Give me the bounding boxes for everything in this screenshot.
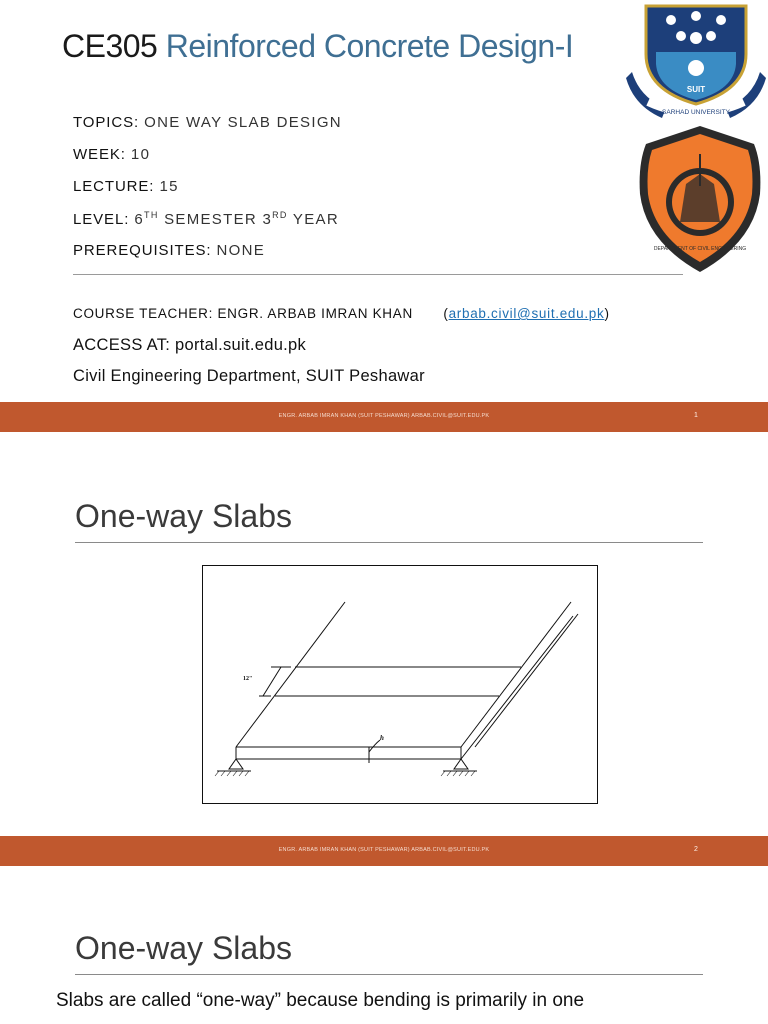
topics-label: TOPICS: [73,114,140,131]
topics-value: ONE WAY SLAB DESIGN [144,114,342,131]
university-logo [626,2,766,120]
footer-bar [0,836,768,866]
page-number: 2 [694,846,698,853]
title-underline [75,974,703,975]
footer-text: ENGR. ARBAB IMRAN KHAN (SUIT PESHAWAR) ARBAB.CIVIL@SUIT.EDU.PK [278,847,490,853]
lecture-value: 15 [159,178,179,195]
level-line [73,210,339,228]
teacher-label: COURSE TEACHER: ENGR. ARBAB IMRAN KHAN [73,306,413,321]
prereq-label: PREREQUISITES: [73,242,212,259]
access-line: ACCESS AT: portal.suit.edu.pk [73,336,307,354]
department-logo [636,124,764,274]
course-title [62,28,573,65]
page-number: 1 [694,412,698,419]
slide-body-text: Slabs are called “one-way” because bending is primarily in one [56,990,585,1011]
lecture-label: LECTURE: [73,178,155,195]
week-line [73,146,150,163]
slab-figure [202,565,598,804]
prereq-value: NONE [216,242,266,259]
level-label: LEVEL: [73,211,130,228]
svg-text:SUIT: SUIT [686,85,706,94]
course-name: Reinforced Concrete Design-I [165,28,574,64]
prereq-line [73,242,265,259]
level-value: 6TH SEMESTER 3RD YEAR [134,210,339,228]
week-value: 10 [130,146,151,163]
week-label: WEEK: [73,146,126,163]
svg-text:SARHAD UNIVERSITY: SARHAD UNIVERSITY [662,109,730,116]
footer-bar [0,402,768,432]
slide-title: One-way Slabs [75,498,292,534]
divider [73,274,683,275]
slide-title: One-way Slabs [75,930,292,966]
lecture-line [73,178,179,195]
teacher-email-link[interactable]: arbab.civil@suit.edu.pk [448,306,605,321]
department-line: Civil Engineering Department, SUIT Peshawar [73,367,425,385]
thickness-label: h [380,734,384,742]
slab-drawing [203,566,596,802]
title-underline [75,542,703,543]
footer-text: ENGR. ARBAB IMRAN KHAN (SUIT PESHAWAR) ARBAB.CIVIL@SUIT.EDU.PK [278,413,490,419]
course-teacher: COURSE TEACHER: ENGR. ARBAB IMRAN KHAN (arbab.civil@suit.edu.pk) [73,306,610,321]
strip-width-label: 12" [243,676,253,682]
svg-text:DEPARTMENT OF CIVIL ENGINEERIN: DEPARTMENT OF CIVIL ENGINEERING [653,246,747,252]
topics-line [73,114,342,131]
course-code: CE305 [62,28,158,64]
